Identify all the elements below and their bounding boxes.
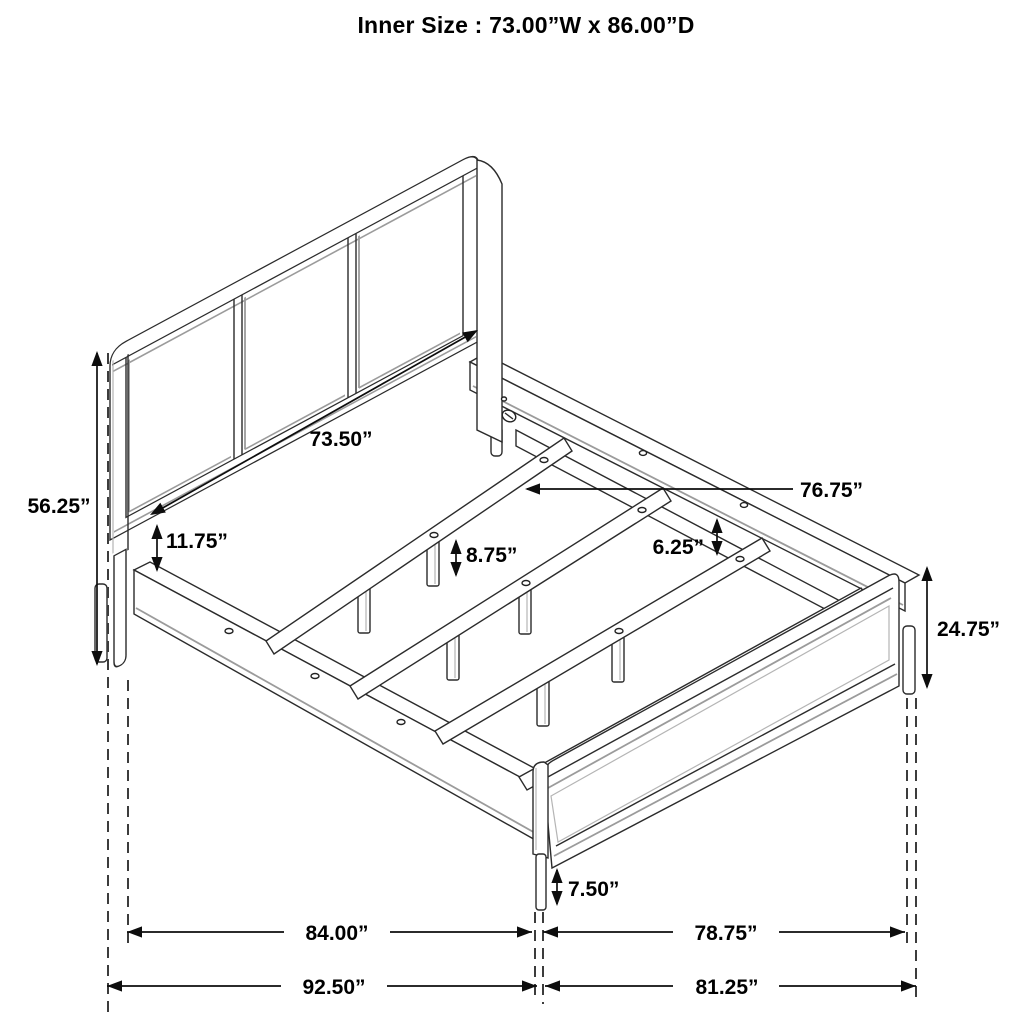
dim-label-slat-rail-length: 76.75” <box>800 479 864 502</box>
dim-panel-to-rail <box>151 524 228 572</box>
dim-footboard-height <box>921 566 1000 689</box>
dim-label-footboard-height: 24.75” <box>937 618 1001 641</box>
dim-slat-leg-height <box>450 539 517 577</box>
dim-label-rail-to-slat-gap: 6.25” <box>652 536 704 559</box>
dim-label-footboard-leg-height: 7.50” <box>568 878 620 901</box>
dim-headboard-height <box>27 351 102 666</box>
dim-label-overall-length-left: 92.50” <box>302 976 366 999</box>
dim-label-headboard-height: 56.25” <box>27 495 91 518</box>
footboard-front-post <box>533 762 548 858</box>
footboard-front-leg <box>536 854 546 910</box>
footboard <box>533 574 915 910</box>
dim-side-rail-length <box>127 917 532 946</box>
dim-overall-length-left <box>107 971 537 1000</box>
dim-footboard-span <box>543 917 905 946</box>
dim-label-panel-to-rail: 11.75” <box>166 530 228 553</box>
dim-overall-length-right <box>545 971 916 1000</box>
dim-label-overall-length-right: 81.25” <box>695 976 759 999</box>
dim-footboard-leg-height <box>551 868 619 906</box>
dim-label-side-rail-length: 84.00” <box>305 922 369 945</box>
headboard-right-post <box>477 160 518 456</box>
page-title: Inner Size : 73.00”W x 86.00”D <box>357 12 695 38</box>
dim-label-headboard-width: 73.50” <box>309 428 373 451</box>
footboard-back-leg <box>903 626 915 694</box>
headboard-front-leg <box>114 549 126 668</box>
dim-label-slat-leg-height: 8.75” <box>466 544 518 567</box>
dim-label-footboard-span: 78.75” <box>694 922 758 945</box>
